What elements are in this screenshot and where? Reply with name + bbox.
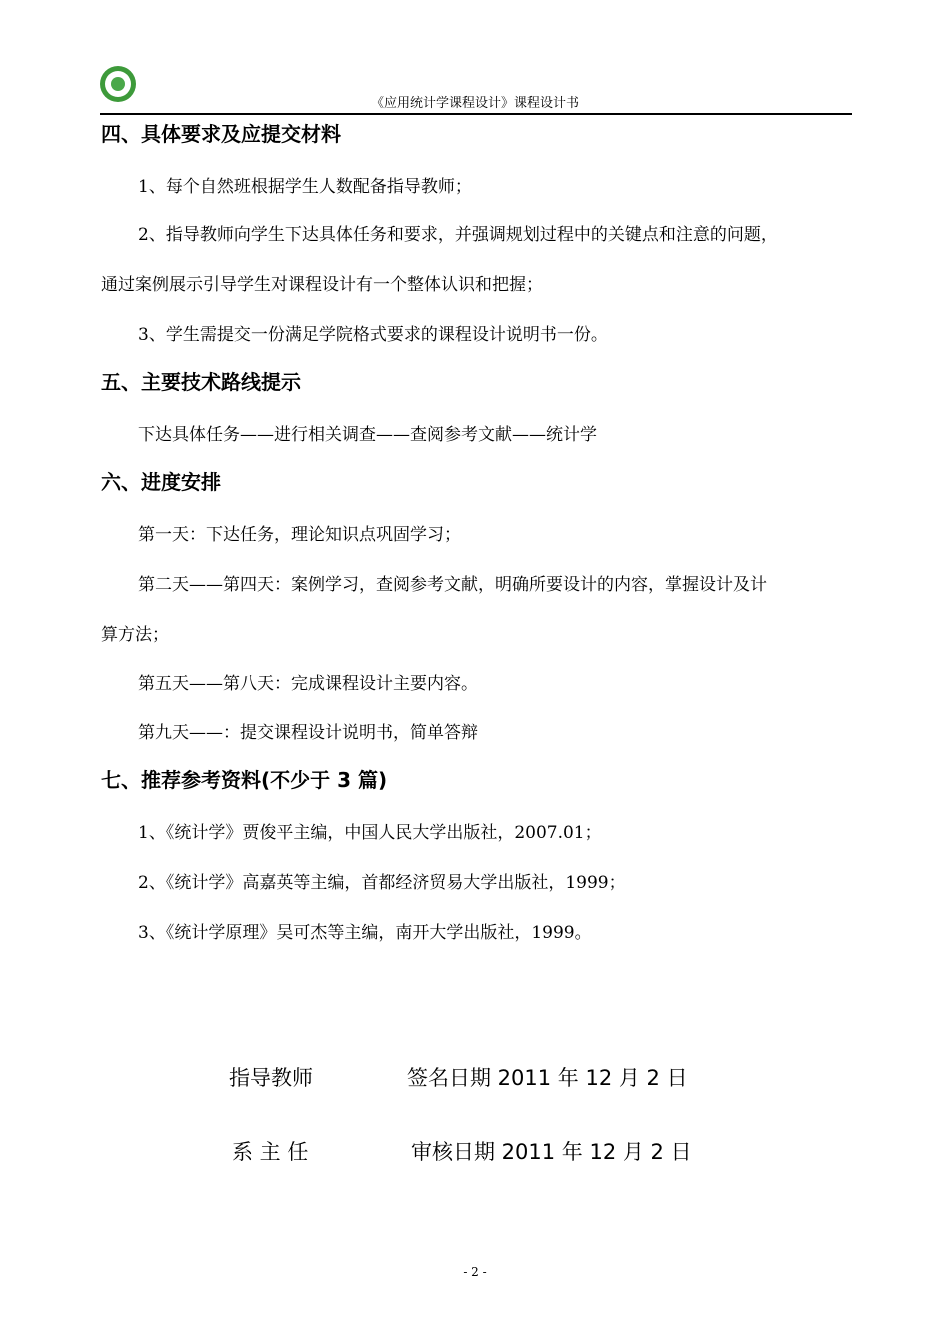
requirements-item-2: 2、指导教师向学生下达具体任务和要求，并强调规划过程中的关键点和注意的问题， — [138, 225, 778, 245]
schedule-day-1: 第一天：下达任务，理论知识点巩固学习； — [138, 525, 461, 545]
reference-item-1: 1、《统计学》贾俊平主编，中国人民大学出版社，2007.01； — [138, 823, 602, 843]
reference-item-3: 3、《统计学原理》吴可杰等主编，南开大学出版社，1999。 — [138, 923, 592, 943]
page-header-title: 《应用统计学课程设计》课程设计书 — [370, 96, 579, 111]
sign-date: 签名日期 2011 年 12 月 2 日 — [407, 1066, 688, 1090]
requirements-item-1: 1、每个自然班根据学生人数配备指导教师； — [138, 177, 472, 197]
section-heading-references: 七、推荐参考资料(不少于 3 篇) — [101, 768, 388, 792]
dept-head-label: 系 主 任 — [232, 1140, 309, 1164]
reference-item-2: 2、《统计学》高嘉英等主编，首都经济贸易大学出版社，1999； — [138, 873, 626, 893]
header-divider — [100, 113, 852, 115]
advisor-label: 指导教师 — [229, 1066, 313, 1090]
schedule-day-9: 第九天——：提交课程设计说明书，简单答辩 — [138, 723, 478, 743]
page-number: - 2 - — [463, 1265, 487, 1279]
requirements-item-3: 3、学生需提交一份满足学院格式要求的课程设计说明书一份。 — [138, 325, 608, 345]
section-heading-schedule: 六、进度安排 — [101, 470, 221, 494]
schedule-days-5-8: 第五天——第八天：完成课程设计主要内容。 — [138, 674, 478, 694]
section-heading-requirements: 四、具体要求及应提交材料 — [101, 122, 341, 146]
emblem-mark — [111, 77, 125, 91]
schedule-days-2-4: 第二天——第四天：案例学习，查阅参考文献，明确所要设计的内容，掌握设计及计 — [138, 575, 767, 595]
technical-route-text: 下达具体任务——进行相关调查——查阅参考文献——统计学 — [138, 425, 597, 445]
section-heading-technical-route: 五、主要技术路线提示 — [101, 370, 301, 394]
schedule-days-2-4-continued: 算方法； — [101, 625, 169, 645]
requirements-item-2-continued: 通过案例展示引导学生对课程设计有一个整体认识和把握； — [101, 275, 543, 295]
review-date: 审核日期 2011 年 12 月 2 日 — [411, 1140, 692, 1164]
